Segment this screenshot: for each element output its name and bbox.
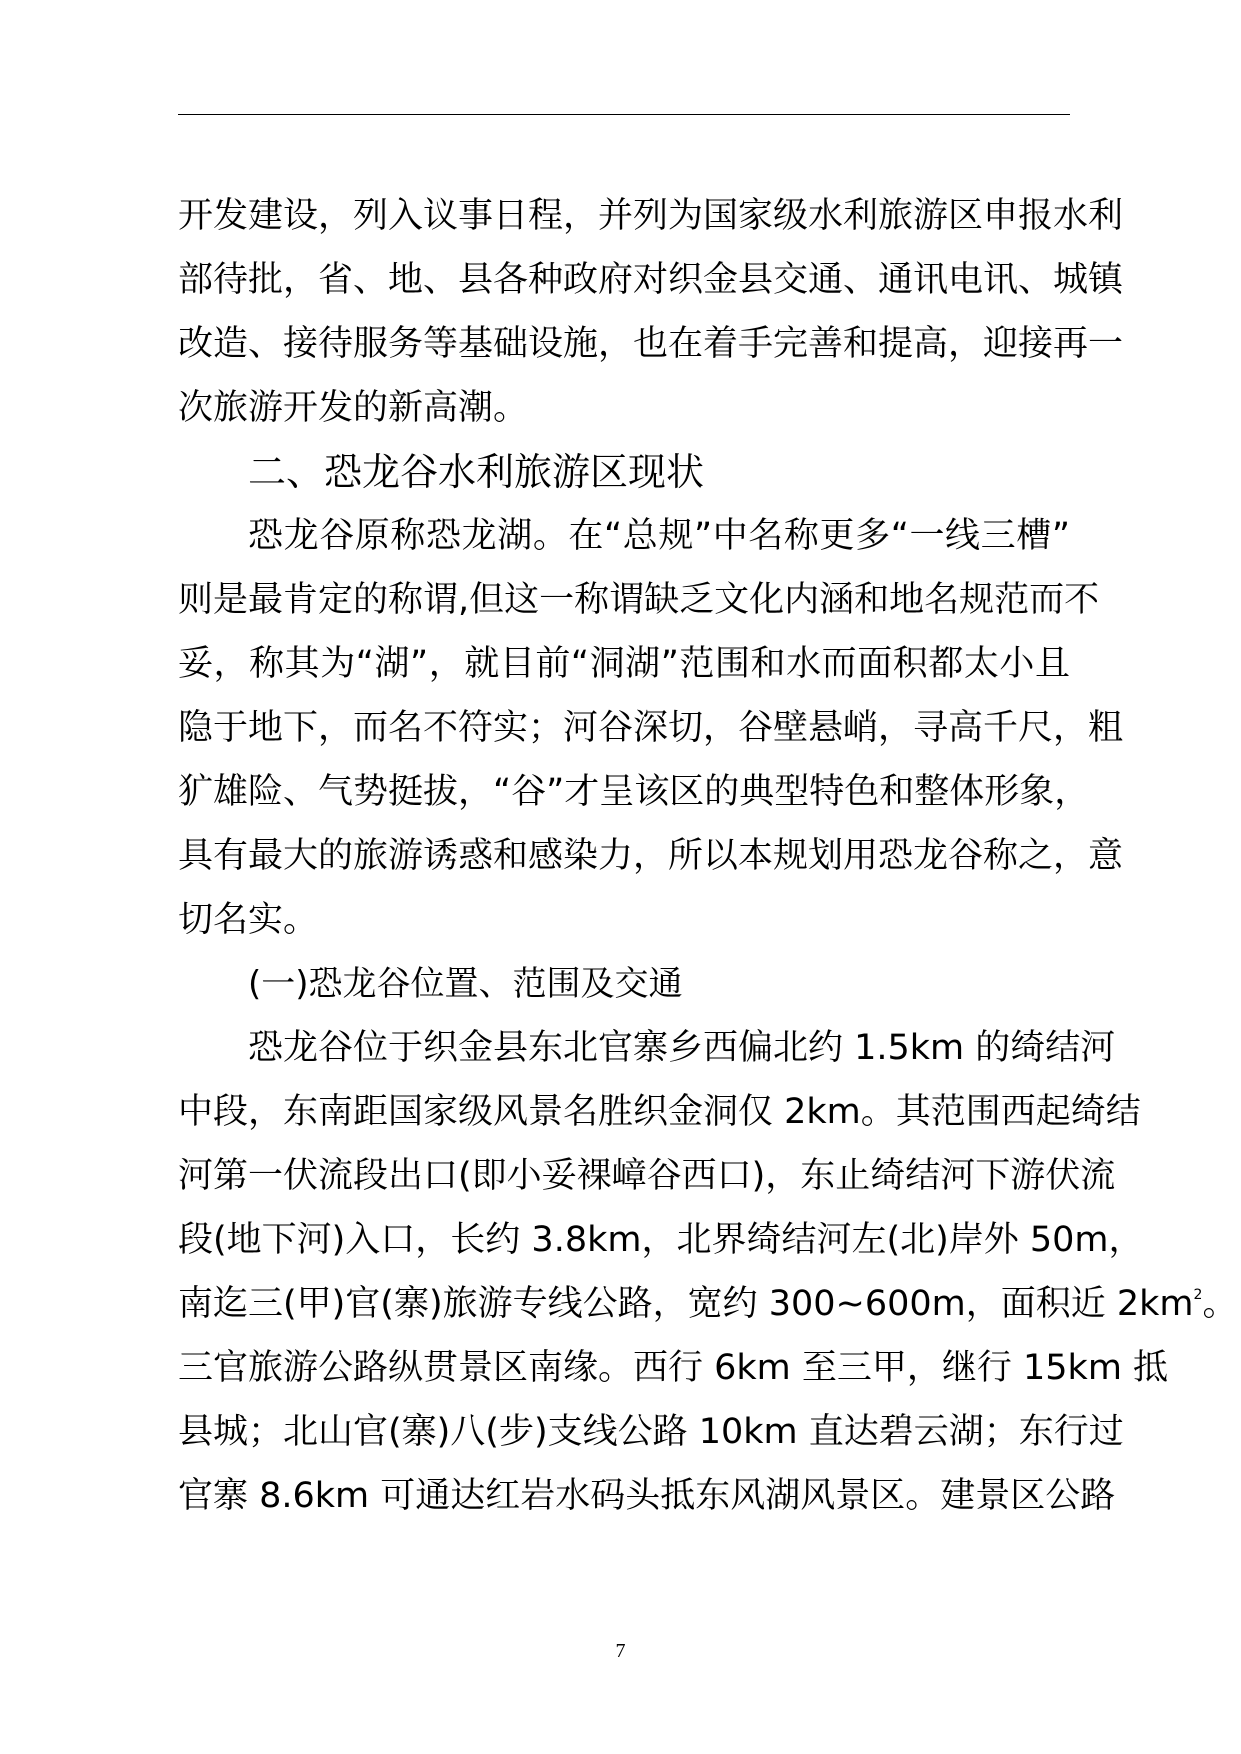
page-body [178,188,1238,1532]
text-line: 县城；北山官(寨)八(步)支线公路 10km 直达碧云湖；东行过 [178,1412,1124,1452]
text-line: 恐龙谷原称恐龙湖。在“总规”中名称更多“一线三槽” [248,516,1070,556]
area-line-suffix: 。 [1202,1284,1238,1324]
text-line: 妥，称其为“湖”，就目前“洞湖”范围和水而面积都太小且 [178,644,1070,684]
continuation-paragraph [178,188,1124,444]
naming-paragraph [178,508,1124,956]
page-number: 7 [615,1640,626,1662]
text-line: 三官旅游公路纵贯景区南缘。西行 6km 至三甲，继行 15km 抵 [178,1348,1169,1388]
header-rule [178,114,1070,115]
text-line: 次旅游开发的新高潮。 [178,388,529,428]
text-line: 官寨 8.6km 可通达红岩水码头抵东风湖风景区。建景区公路 [178,1476,1116,1516]
text-line: 犷雄险、气势挺拔，“谷”才呈该区的典型特色和整体形象， [178,772,1090,812]
subsection-heading: (一)恐龙谷位置、范围及交通 [248,964,683,1004]
area-superscript: 2 [1193,1287,1203,1303]
text-line: 切名实。 [178,900,319,940]
area-line-text: 南迄三(甲)官(寨)旅游专线公路，宽约 300~600m，面积近 2km [178,1284,1194,1324]
section-heading: 二、恐龙谷水利旅游区现状 [248,450,705,494]
text-line: 隐于地下，而名不符实；河谷深切，谷壁悬峭，寻高千尺，粗 [178,708,1124,748]
text-line: 具有最大的旅游诱惑和感染力，所以本规划用恐龙谷称之，意 [178,836,1124,876]
text-line: 河第一伏流段出口(即小妥裸嶂谷西口)，东止绮结河下游伏流 [178,1156,1116,1196]
text-line: 开发建设，列入议事日程，并列为国家级水利旅游区申报水利 [178,196,1124,236]
text-line: 中段，东南距国家级风景名胜织金洞仅 2km。其范围西起绮结 [178,1092,1141,1132]
text-line: 则是最肯定的称谓,但这一称谓缺乏文化内涵和地名规范而不 [178,580,1100,620]
text-line: 部待批，省、地、县各种政府对织金县交通、通讯电讯、城镇 [178,260,1124,300]
area-text-line [178,1276,1238,1340]
text-line: 改造、接待服务等基础设施，也在着手完善和提高，迎接再一 [178,324,1124,364]
location-paragraph [178,1020,1238,1532]
text-line: 恐龙谷位于织金县东北官寨乡西偏北约 1.5km 的绮结河 [248,1028,1116,1068]
text-line: 段(地下河)入口，长约 3.8km，北界绮结河左(北)岸外 50m， [178,1220,1144,1260]
